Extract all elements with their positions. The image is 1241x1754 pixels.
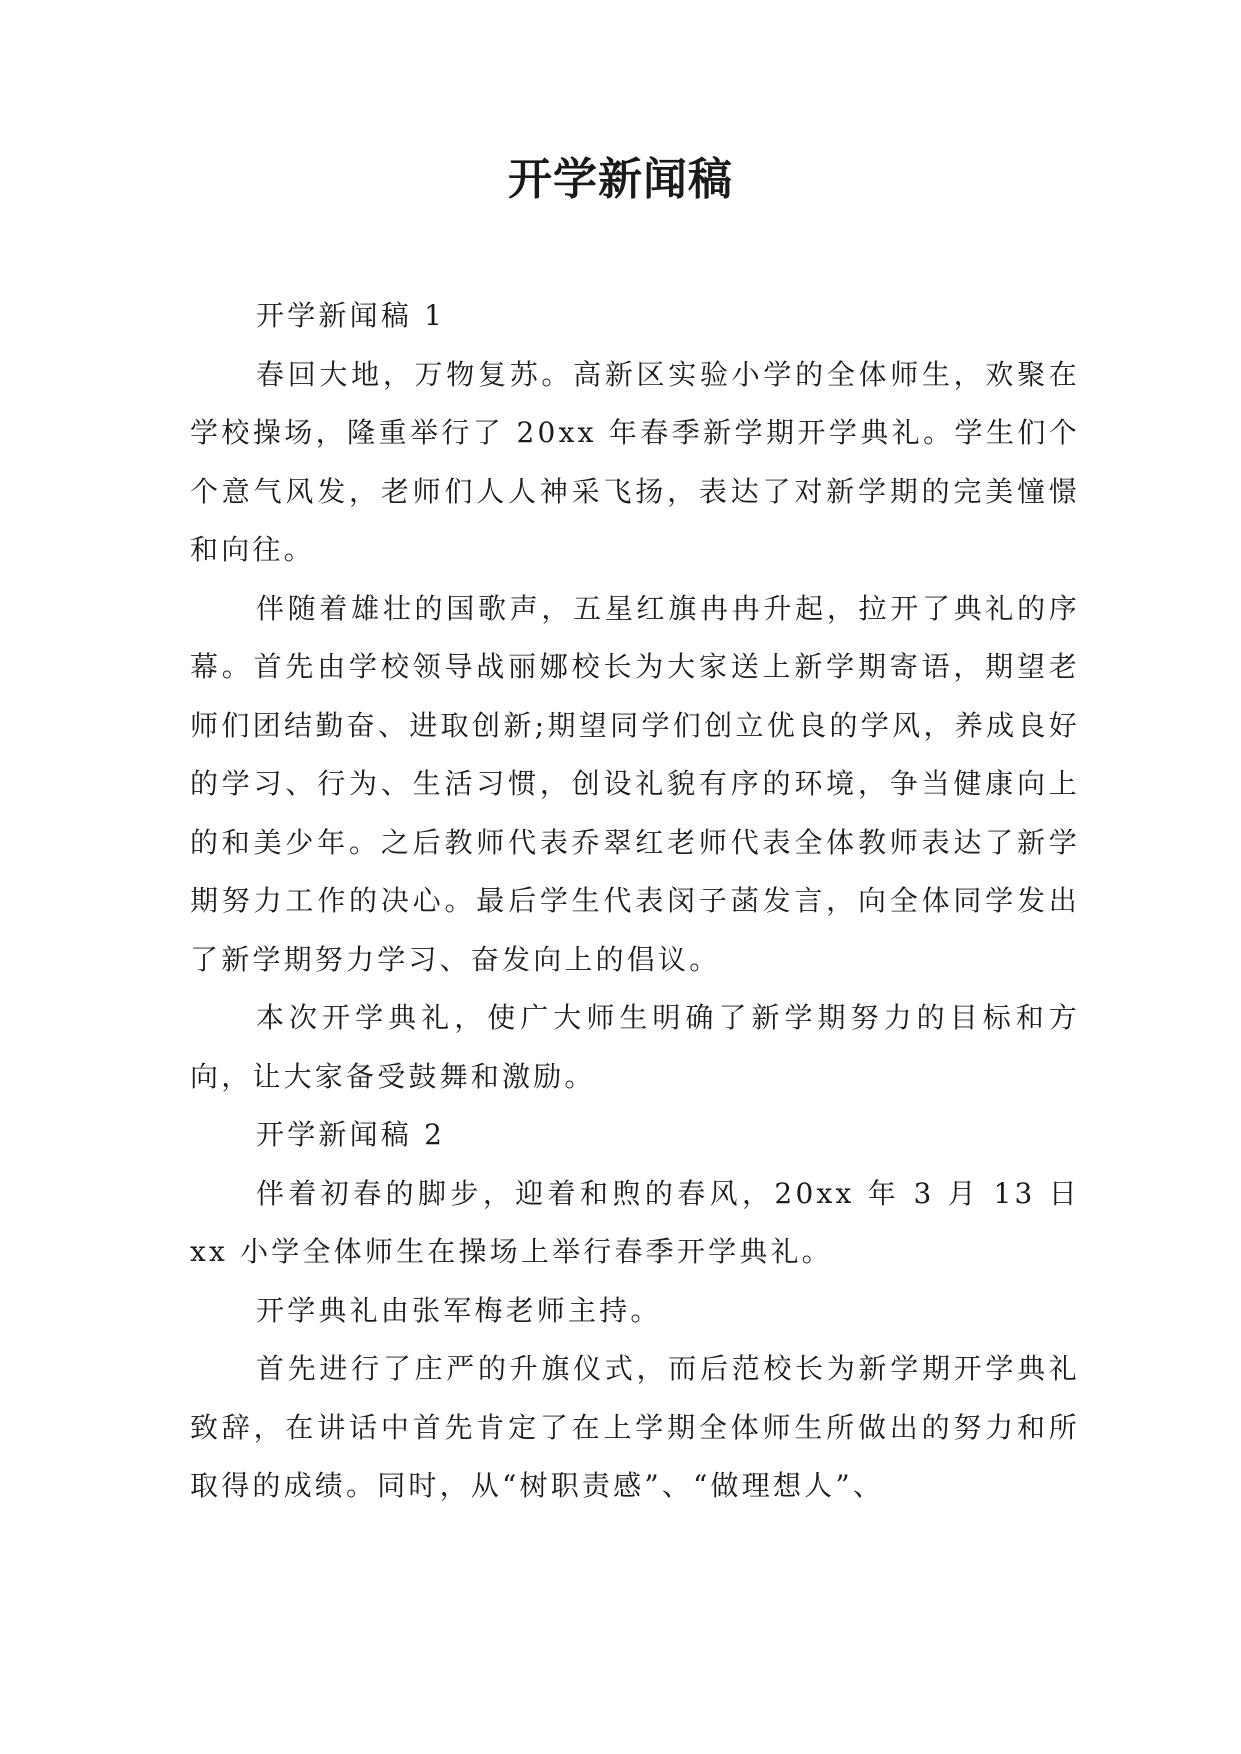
paragraph: 首先进行了庄严的升旗仪式，而后范校长为新学期开学典礼致辞，在讲话中首先肯定了在上学期全体师生所做出的努力和所取得的成绩。同时，从“树职责感”、“做理想人”、 — [190, 1352, 1080, 1502]
section-heading-1: 开学新闻稿 1 — [256, 299, 446, 332]
paragraph: 春回大地，万物复苏。高新区实验小学的全体师生，欢聚在学校操场，隆重举行了 20xx 年春季新学期开学典礼。学生们个个意气风发，老师们人人神采飞扬，表达了对新学期的完美憧憬和向往。 — [190, 357, 1080, 566]
paragraph: 伴随着雄壮的国歌声，五星红旗冉冉升起，拉开了典礼的序幕。首先由学校领导战丽娜校长为大家送上新学期寄语，期望老师们团结勤奋、进取创新;期望同学们创立优良的学风，养成良好的学习、行为、生活习惯，创设礼貌有序的环境，争当健康向上的和美少年。之后教师代表乔翠红老师代表全体教师表达了新学期努力工作的决心。最后学生代表闵子菡发言，向全体同学发出了新学期努力学习、奋发向上的倡议。 — [190, 591, 1080, 976]
document-title: 开学新闻稿 — [508, 154, 733, 205]
section-heading-2: 开学新闻稿 2 — [256, 1118, 446, 1151]
paragraph: 开学典礼由张军梅老师主持。 — [256, 1293, 662, 1327]
paragraph: 伴着初春的脚步，迎着和煦的春风，20xx 年 3 月 13 日 xx 小学全体师生在操场上举行春季开学典礼。 — [190, 1176, 1080, 1268]
paragraph: 本次开学典礼，使广大师生明确了新学期努力的目标和方向，让大家备受鼓舞和激励。 — [190, 1001, 1080, 1093]
document-body — [190, 287, 1080, 1516]
